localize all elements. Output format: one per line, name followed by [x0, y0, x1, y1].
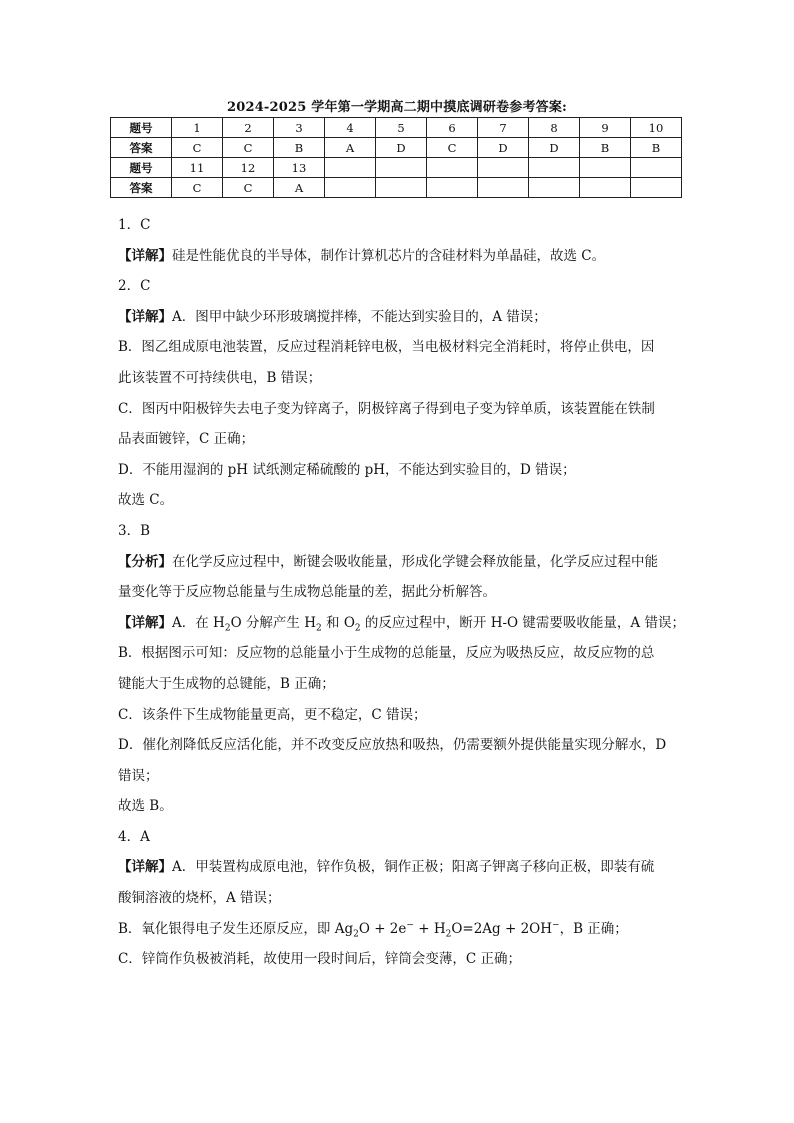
table-cell: 12	[223, 158, 274, 178]
table-cell	[325, 158, 376, 178]
table-cell	[631, 178, 682, 198]
superscript: −	[406, 920, 414, 931]
subscript: 2	[316, 623, 322, 634]
explanation-line: 错误；	[118, 767, 159, 784]
section-tag: 【详解】	[118, 247, 172, 264]
table-cell: D	[478, 138, 529, 158]
analysis-line: 量变化等于反应物总能量与生成物总能量的差，据此分析解答。	[118, 584, 496, 601]
table-cell	[529, 158, 580, 178]
text-fragment: 的反应过程中，断开 H-O 键需要吸收能量，A 错误；	[360, 614, 685, 631]
analysis-text: 在化学反应过程中，断键会吸收能量，形成化学键会释放能量，化学反应过程中能	[172, 553, 658, 570]
subscript: 2	[224, 623, 231, 634]
table-cell: C	[223, 138, 274, 158]
table-cell: C	[427, 138, 478, 158]
row-label: 题号	[111, 118, 172, 138]
text-fragment: ，B 正确；	[559, 920, 628, 937]
table-cell: 5	[376, 118, 427, 138]
explanation-line: B．根据图示可知：反应物的总能量小于生成物的总能量，反应为吸热反应，故反应物的总	[118, 645, 655, 662]
table-row	[111, 178, 682, 198]
table-cell	[427, 178, 478, 198]
table-row	[111, 158, 682, 178]
explanation-line: C．锌筒作负极被消耗，故使用一段时间后，锌筒会变薄，C 正确；	[118, 951, 521, 968]
section-tag: 【详解】	[118, 614, 172, 631]
explanation-line	[118, 914, 688, 945]
explanation-line: C．该条件下生成物能量更高，更不稳定，C 错误；	[118, 706, 427, 723]
table-cell	[478, 178, 529, 198]
explanation-line: 酸铜溶液的烧杯，A 错误；	[118, 890, 281, 907]
table-cell	[478, 158, 529, 178]
table-cell: 9	[580, 118, 631, 138]
table-cell	[580, 178, 631, 198]
table-cell: A	[274, 178, 325, 198]
table-cell	[427, 158, 478, 178]
text-fragment: A．在 H	[172, 614, 225, 631]
table-cell: 8	[529, 118, 580, 138]
answer-explanations	[118, 210, 688, 975]
question-number: 1．C	[118, 217, 151, 233]
explanation-line: 键能大于生成物的总键能，B 正确；	[118, 675, 335, 692]
table-cell: 2	[223, 118, 274, 138]
superscript: −	[552, 920, 560, 931]
subscript: 2	[445, 929, 452, 940]
table-cell: B	[274, 138, 325, 158]
text-fragment: + H	[413, 920, 446, 937]
table-cell: 10	[631, 118, 682, 138]
page-title: 2024-2025 学年第一学期高二期中摸底调研卷参考答案:	[226, 100, 568, 115]
explanation-line: D．催化剂降低反应活化能，并不改变反应放热和吸热，仍需要额外提供能量实现分解水，D	[118, 737, 667, 754]
explanation-line: D．不能用湿润的 pH 试纸测定稀硫酸的 pH，不能达到实验目的，D 错误；	[118, 461, 576, 478]
table-cell: B	[631, 138, 682, 158]
table-cell	[529, 178, 580, 198]
table-cell: 7	[478, 118, 529, 138]
table-cell: C	[172, 138, 223, 158]
answer-table	[110, 117, 682, 198]
table-cell	[580, 158, 631, 178]
section-tag: 【分析】	[118, 553, 172, 570]
table-cell	[325, 178, 376, 198]
table-cell: A	[325, 138, 376, 158]
explanation-line: 此该装置不可持续供电，B 错误；	[118, 369, 322, 386]
section-tag: 【详解】	[118, 859, 172, 876]
explanation-line: 品表面镀锌，C 正确；	[118, 431, 255, 448]
conclusion-line: 故选 C。	[118, 492, 174, 509]
row-label: 答案	[111, 138, 172, 158]
table-cell: 4	[325, 118, 376, 138]
table-cell: 3	[274, 118, 325, 138]
text-fragment: O=2Ag + 2OH	[451, 920, 553, 937]
explanation-text: 硅是性能优良的半导体，制作计算机芯片的含硅材料为单晶硅，故选 C。	[172, 247, 606, 264]
table-cell: C	[172, 178, 223, 198]
explanation-text: A．甲装置构成原电池，锌作负极，铜作正极；阳离子钾离子移向正极，即装有硫	[172, 859, 655, 876]
table-cell: D	[376, 138, 427, 158]
explanation-line	[118, 852, 688, 883]
table-cell	[631, 158, 682, 178]
explanation-line: B．图乙组成原电池装置，反应过程消耗锌电极，当电极材料完全消耗时，将停止供电，因	[118, 339, 655, 356]
row-label: 题号	[111, 158, 172, 178]
table-cell: C	[223, 178, 274, 198]
analysis-line	[118, 547, 688, 578]
text-fragment: O + 2e	[358, 920, 407, 937]
row-label: 答案	[111, 178, 172, 198]
table-cell: 11	[172, 158, 223, 178]
explanation-line	[118, 302, 688, 333]
conclusion-line: 故选 B。	[118, 798, 173, 815]
explanation-text: A．图甲中缺少环形玻璃搅拌棒，不能达到实验目的，A 错误；	[172, 308, 547, 325]
section-tag: 【详解】	[118, 308, 172, 325]
table-cell: 13	[274, 158, 325, 178]
text-fragment: B．氧化银得电子发生还原反应，即 Ag	[118, 920, 354, 937]
explanation-line	[118, 608, 688, 639]
table-cell: D	[529, 138, 580, 158]
table-cell: 1	[172, 118, 223, 138]
text-fragment: 和 O	[321, 614, 355, 631]
text-fragment: O 分解产生 H	[230, 614, 316, 631]
explanation-line: C．图丙中阳极锌失去电子变为锌离子，阴极锌离子得到电子变为锌单质，该装置能在铁制	[118, 400, 655, 417]
question-number: 3．B	[118, 522, 151, 539]
table-cell	[376, 178, 427, 198]
table-cell: 6	[427, 118, 478, 138]
subscript: 2	[354, 623, 361, 634]
table-cell: B	[580, 138, 631, 158]
table-cell	[376, 158, 427, 178]
question-number: 4．A	[118, 828, 150, 845]
explanation-line	[118, 241, 688, 272]
subscript: 2	[353, 929, 359, 940]
table-row	[111, 138, 682, 158]
table-row	[111, 118, 682, 138]
question-number: 2．C	[118, 278, 151, 295]
